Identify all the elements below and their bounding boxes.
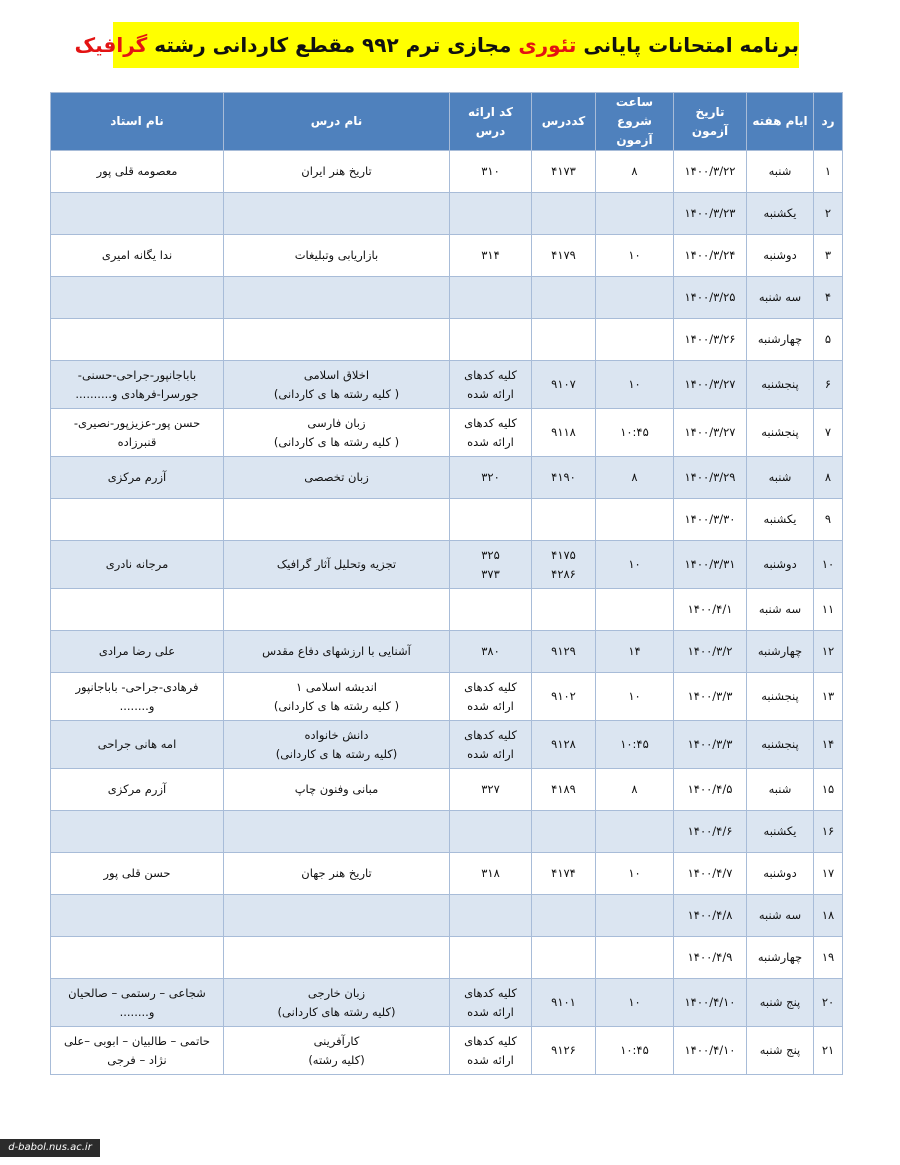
teacher-cell: حسن قلی پور — [51, 853, 224, 895]
course-code-cell: ۴۱۷۹ — [532, 235, 596, 277]
time-cell: ۸ — [596, 769, 674, 811]
time-cell: ۱۰:۴۵ — [596, 1027, 674, 1075]
course-name-cell: مبانی وفنون چاپ — [224, 769, 450, 811]
offer-code-cell — [450, 277, 532, 319]
offer-code-cell: ۳۲۰ — [450, 457, 532, 499]
day-cell: پنج شنبه — [747, 979, 814, 1027]
row-number-cell: ۸ — [814, 457, 843, 499]
header-offer-code: کد ارائه درس — [450, 93, 532, 151]
course-name-cell: اندیشه اسلامی ۱ ( کلیه رشته ها ی کاردانی) — [224, 673, 450, 721]
day-cell: پنجشنبه — [747, 673, 814, 721]
course-code-cell: ۹۱۰۱ — [532, 979, 596, 1027]
teacher-cell: مرجانه نادری — [51, 541, 224, 589]
header-course-name: نام درس — [224, 93, 450, 151]
offer-code-cell: ۳۱۸ — [450, 853, 532, 895]
offer-code-cell: ۳۲۵ ۳۷۳ — [450, 541, 532, 589]
teacher-cell: باباجانپور-جراحی-حسنی- جورسرا-فرهادی و.......... — [51, 361, 224, 409]
table-row — [51, 673, 843, 721]
offer-code-cell: ۳۱۴ — [450, 235, 532, 277]
course-name-cell: زبان تخصصی — [224, 457, 450, 499]
teacher-cell — [51, 499, 224, 541]
row-number-cell: ۳ — [814, 235, 843, 277]
time-cell — [596, 937, 674, 979]
date-cell: ۱۴۰۰/۳/۳۱ — [674, 541, 747, 589]
course-name-cell — [224, 811, 450, 853]
date-cell: ۱۴۰۰/۴/۸ — [674, 895, 747, 937]
table-header-row — [51, 93, 843, 151]
offer-code-cell — [450, 937, 532, 979]
date-cell: ۱۴۰۰/۳/۲۳ — [674, 193, 747, 235]
day-cell: یکشنبه — [747, 499, 814, 541]
time-cell — [596, 589, 674, 631]
day-cell: دوشنبه — [747, 235, 814, 277]
time-cell: ۸ — [596, 151, 674, 193]
date-cell: ۱۴۰۰/۳/۲۶ — [674, 319, 747, 361]
table-row — [51, 979, 843, 1027]
row-number-cell: ۱۱ — [814, 589, 843, 631]
time-cell: ۱۰ — [596, 541, 674, 589]
table-row — [51, 499, 843, 541]
row-number-cell: ۱۲ — [814, 631, 843, 673]
time-cell: ۱۰:۴۵ — [596, 409, 674, 457]
date-cell: ۱۴۰۰/۴/۱۰ — [674, 1027, 747, 1075]
teacher-cell — [51, 193, 224, 235]
date-cell: ۱۴۰۰/۳/۲۷ — [674, 361, 747, 409]
table-row — [51, 631, 843, 673]
date-cell: ۱۴۰۰/۳/۲۹ — [674, 457, 747, 499]
offer-code-cell — [450, 499, 532, 541]
date-cell: ۱۴۰۰/۴/۱۰ — [674, 979, 747, 1027]
date-cell: ۱۴۰۰/۳/۲ — [674, 631, 747, 673]
day-cell: پنج شنبه — [747, 1027, 814, 1075]
teacher-cell: علی رضا مرادی — [51, 631, 224, 673]
time-cell: ۱۰ — [596, 361, 674, 409]
course-code-cell — [532, 499, 596, 541]
course-name-cell — [224, 895, 450, 937]
offer-code-cell: کلیه کدهای ارائه شده — [450, 361, 532, 409]
course-code-cell: ۴۱۷۵ ۴۲۸۶ — [532, 541, 596, 589]
time-cell — [596, 277, 674, 319]
table-row — [51, 853, 843, 895]
time-cell — [596, 895, 674, 937]
row-number-cell: ۱۳ — [814, 673, 843, 721]
row-number-cell: ۱۹ — [814, 937, 843, 979]
course-code-cell: ۹۱۲۹ — [532, 631, 596, 673]
time-cell: ۱۰ — [596, 235, 674, 277]
time-cell: ۱۰:۴۵ — [596, 721, 674, 769]
row-number-cell: ۲۱ — [814, 1027, 843, 1075]
course-code-cell — [532, 937, 596, 979]
course-code-cell — [532, 589, 596, 631]
time-cell — [596, 811, 674, 853]
date-cell: ۱۴۰۰/۳/۲۲ — [674, 151, 747, 193]
course-name-cell: اخلاق اسلامی ( کلیه رشته ها ی کاردانی) — [224, 361, 450, 409]
offer-code-cell — [450, 589, 532, 631]
header-time: ساعت شروع آزمون — [596, 93, 674, 151]
offer-code-cell: کلیه کدهای ارائه شده — [450, 721, 532, 769]
course-name-cell: دانش خانواده (کلیه رشته ها ی کاردانی) — [224, 721, 450, 769]
day-cell: پنجشنبه — [747, 721, 814, 769]
table-row — [51, 541, 843, 589]
table-row — [51, 937, 843, 979]
row-number-cell: ۷ — [814, 409, 843, 457]
table-row — [51, 457, 843, 499]
date-cell: ۱۴۰۰/۴/۱ — [674, 589, 747, 631]
table-row — [51, 811, 843, 853]
teacher-cell — [51, 277, 224, 319]
offer-code-cell — [450, 811, 532, 853]
course-code-cell: ۹۱۰۲ — [532, 673, 596, 721]
time-cell — [596, 193, 674, 235]
offer-code-cell: کلیه کدهای ارائه شده — [450, 979, 532, 1027]
table-row — [51, 1027, 843, 1075]
offer-code-cell: ۳۱۰ — [450, 151, 532, 193]
offer-code-cell: ۳۲۷ — [450, 769, 532, 811]
time-cell: ۱۰ — [596, 673, 674, 721]
course-name-cell: زبان فارسی ( کلیه رشته ها ی کاردانی) — [224, 409, 450, 457]
course-code-cell: ۴۱۹۰ — [532, 457, 596, 499]
date-cell: ۱۴۰۰/۳/۲۵ — [674, 277, 747, 319]
row-number-cell: ۵ — [814, 319, 843, 361]
day-cell: یکشنبه — [747, 811, 814, 853]
table-row — [51, 895, 843, 937]
table-row — [51, 361, 843, 409]
header-date: تاریخ آزمون — [674, 93, 747, 151]
header-day: ایام هفته — [747, 93, 814, 151]
course-name-cell — [224, 589, 450, 631]
row-number-cell: ۱۵ — [814, 769, 843, 811]
date-cell: ۱۴۰۰/۴/۶ — [674, 811, 747, 853]
header-course-code: کددرس — [532, 93, 596, 151]
day-cell: سه شنبه — [747, 589, 814, 631]
day-cell: چهارشنبه — [747, 937, 814, 979]
table-row — [51, 319, 843, 361]
time-cell: ۱۰ — [596, 853, 674, 895]
row-number-cell: ۱۶ — [814, 811, 843, 853]
table-row — [51, 769, 843, 811]
date-cell: ۱۴۰۰/۳/۲۷ — [674, 409, 747, 457]
table-row — [51, 151, 843, 193]
course-name-cell — [224, 277, 450, 319]
row-number-cell: ۱ — [814, 151, 843, 193]
header-teacher: نام استاد — [51, 93, 224, 151]
time-cell: ۸ — [596, 457, 674, 499]
course-code-cell: ۹۱۲۶ — [532, 1027, 596, 1075]
course-name-cell: تاریخ هنر ایران — [224, 151, 450, 193]
course-code-cell — [532, 277, 596, 319]
course-code-cell: ۹۱۰۷ — [532, 361, 596, 409]
day-cell: شنبه — [747, 769, 814, 811]
teacher-cell: آزرم مرکزی — [51, 769, 224, 811]
course-code-cell: ۴۱۸۹ — [532, 769, 596, 811]
row-number-cell: ۱۰ — [814, 541, 843, 589]
course-code-cell — [532, 193, 596, 235]
offer-code-cell: کلیه کدهای ارائه شده — [450, 1027, 532, 1075]
page-title: برنامه امتحانات پایانی تئوری مجازی ترم ۹۹۲ مقطع کاردانی رشته گرافیک — [113, 22, 799, 68]
course-code-cell: ۹۱۲۸ — [532, 721, 596, 769]
table-row — [51, 277, 843, 319]
row-number-cell: ۹ — [814, 499, 843, 541]
course-code-cell: ۹۱۱۸ — [532, 409, 596, 457]
table-row — [51, 721, 843, 769]
teacher-cell: حسن پور-عزیزپور-نصیری- قنبرزاده — [51, 409, 224, 457]
teacher-cell: آزرم مرکزی — [51, 457, 224, 499]
time-cell — [596, 499, 674, 541]
day-cell: سه شنبه — [747, 277, 814, 319]
date-cell: ۱۴۰۰/۴/۹ — [674, 937, 747, 979]
day-cell: دوشنبه — [747, 853, 814, 895]
day-cell: سه شنبه — [747, 895, 814, 937]
day-cell: پنجشنبه — [747, 361, 814, 409]
course-code-cell: ۴۱۷۴ — [532, 853, 596, 895]
teacher-cell: امه هانی جراحی — [51, 721, 224, 769]
row-number-cell: ۲ — [814, 193, 843, 235]
offer-code-cell: ۳۸۰ — [450, 631, 532, 673]
course-name-cell — [224, 319, 450, 361]
day-cell: شنبه — [747, 457, 814, 499]
exam-schedule-table — [50, 92, 843, 1075]
course-name-cell — [224, 937, 450, 979]
date-cell: ۱۴۰۰/۴/۷ — [674, 853, 747, 895]
teacher-cell — [51, 937, 224, 979]
course-name-cell — [224, 193, 450, 235]
day-cell: چهارشنبه — [747, 319, 814, 361]
course-code-cell — [532, 319, 596, 361]
teacher-cell: شجاعی – رستمی – صالحیان و........ — [51, 979, 224, 1027]
offer-code-cell: کلیه کدهای ارائه شده — [450, 409, 532, 457]
teacher-cell: معصومه قلی پور — [51, 151, 224, 193]
date-cell: ۱۴۰۰/۳/۳ — [674, 721, 747, 769]
day-cell: یکشنبه — [747, 193, 814, 235]
time-cell: ۱۰ — [596, 979, 674, 1027]
row-number-cell: ۱۸ — [814, 895, 843, 937]
day-cell: چهارشنبه — [747, 631, 814, 673]
date-cell: ۱۴۰۰/۳/۳۰ — [674, 499, 747, 541]
day-cell: شنبه — [747, 151, 814, 193]
teacher-cell — [51, 895, 224, 937]
offer-code-cell — [450, 895, 532, 937]
course-name-cell: تجزیه وتحلیل آثار گرافیک — [224, 541, 450, 589]
course-name-cell — [224, 499, 450, 541]
date-cell: ۱۴۰۰/۳/۲۴ — [674, 235, 747, 277]
teacher-cell: فرهادی-جراحی- باباجانپور و........ — [51, 673, 224, 721]
course-code-cell — [532, 811, 596, 853]
course-code-cell — [532, 895, 596, 937]
time-cell: ۱۴ — [596, 631, 674, 673]
course-code-cell: ۴۱۷۳ — [532, 151, 596, 193]
course-name-cell: آشنایی با ارزشهای دفاع مقدس — [224, 631, 450, 673]
course-name-cell: تاریخ هنر جهان — [224, 853, 450, 895]
day-cell: دوشنبه — [747, 541, 814, 589]
table-row — [51, 235, 843, 277]
row-number-cell: ۴ — [814, 277, 843, 319]
table-row — [51, 409, 843, 457]
row-number-cell: ۱۷ — [814, 853, 843, 895]
date-cell: ۱۴۰۰/۴/۵ — [674, 769, 747, 811]
row-number-cell: ۶ — [814, 361, 843, 409]
table-row — [51, 193, 843, 235]
header-row-number: رد — [814, 93, 843, 151]
course-name-cell: بازاریابی وتبلیغات — [224, 235, 450, 277]
site-watermark: d-babol.nus.ac.ir — [0, 1139, 100, 1157]
teacher-cell: ندا یگانه امیری — [51, 235, 224, 277]
table-row — [51, 589, 843, 631]
teacher-cell — [51, 589, 224, 631]
offer-code-cell — [450, 193, 532, 235]
date-cell: ۱۴۰۰/۳/۳ — [674, 673, 747, 721]
teacher-cell — [51, 319, 224, 361]
teacher-cell — [51, 811, 224, 853]
offer-code-cell: کلیه کدهای ارائه شده — [450, 673, 532, 721]
offer-code-cell — [450, 319, 532, 361]
course-name-cell: کارآفرینی (کلیه رشته) — [224, 1027, 450, 1075]
time-cell — [596, 319, 674, 361]
teacher-cell: حاتمی – طالبیان – ابوبی –علی نژاد – فرجی — [51, 1027, 224, 1075]
day-cell: پنجشنبه — [747, 409, 814, 457]
course-name-cell: زبان خارجی (کلیه رشته های کاردانی) — [224, 979, 450, 1027]
row-number-cell: ۲۰ — [814, 979, 843, 1027]
row-number-cell: ۱۴ — [814, 721, 843, 769]
